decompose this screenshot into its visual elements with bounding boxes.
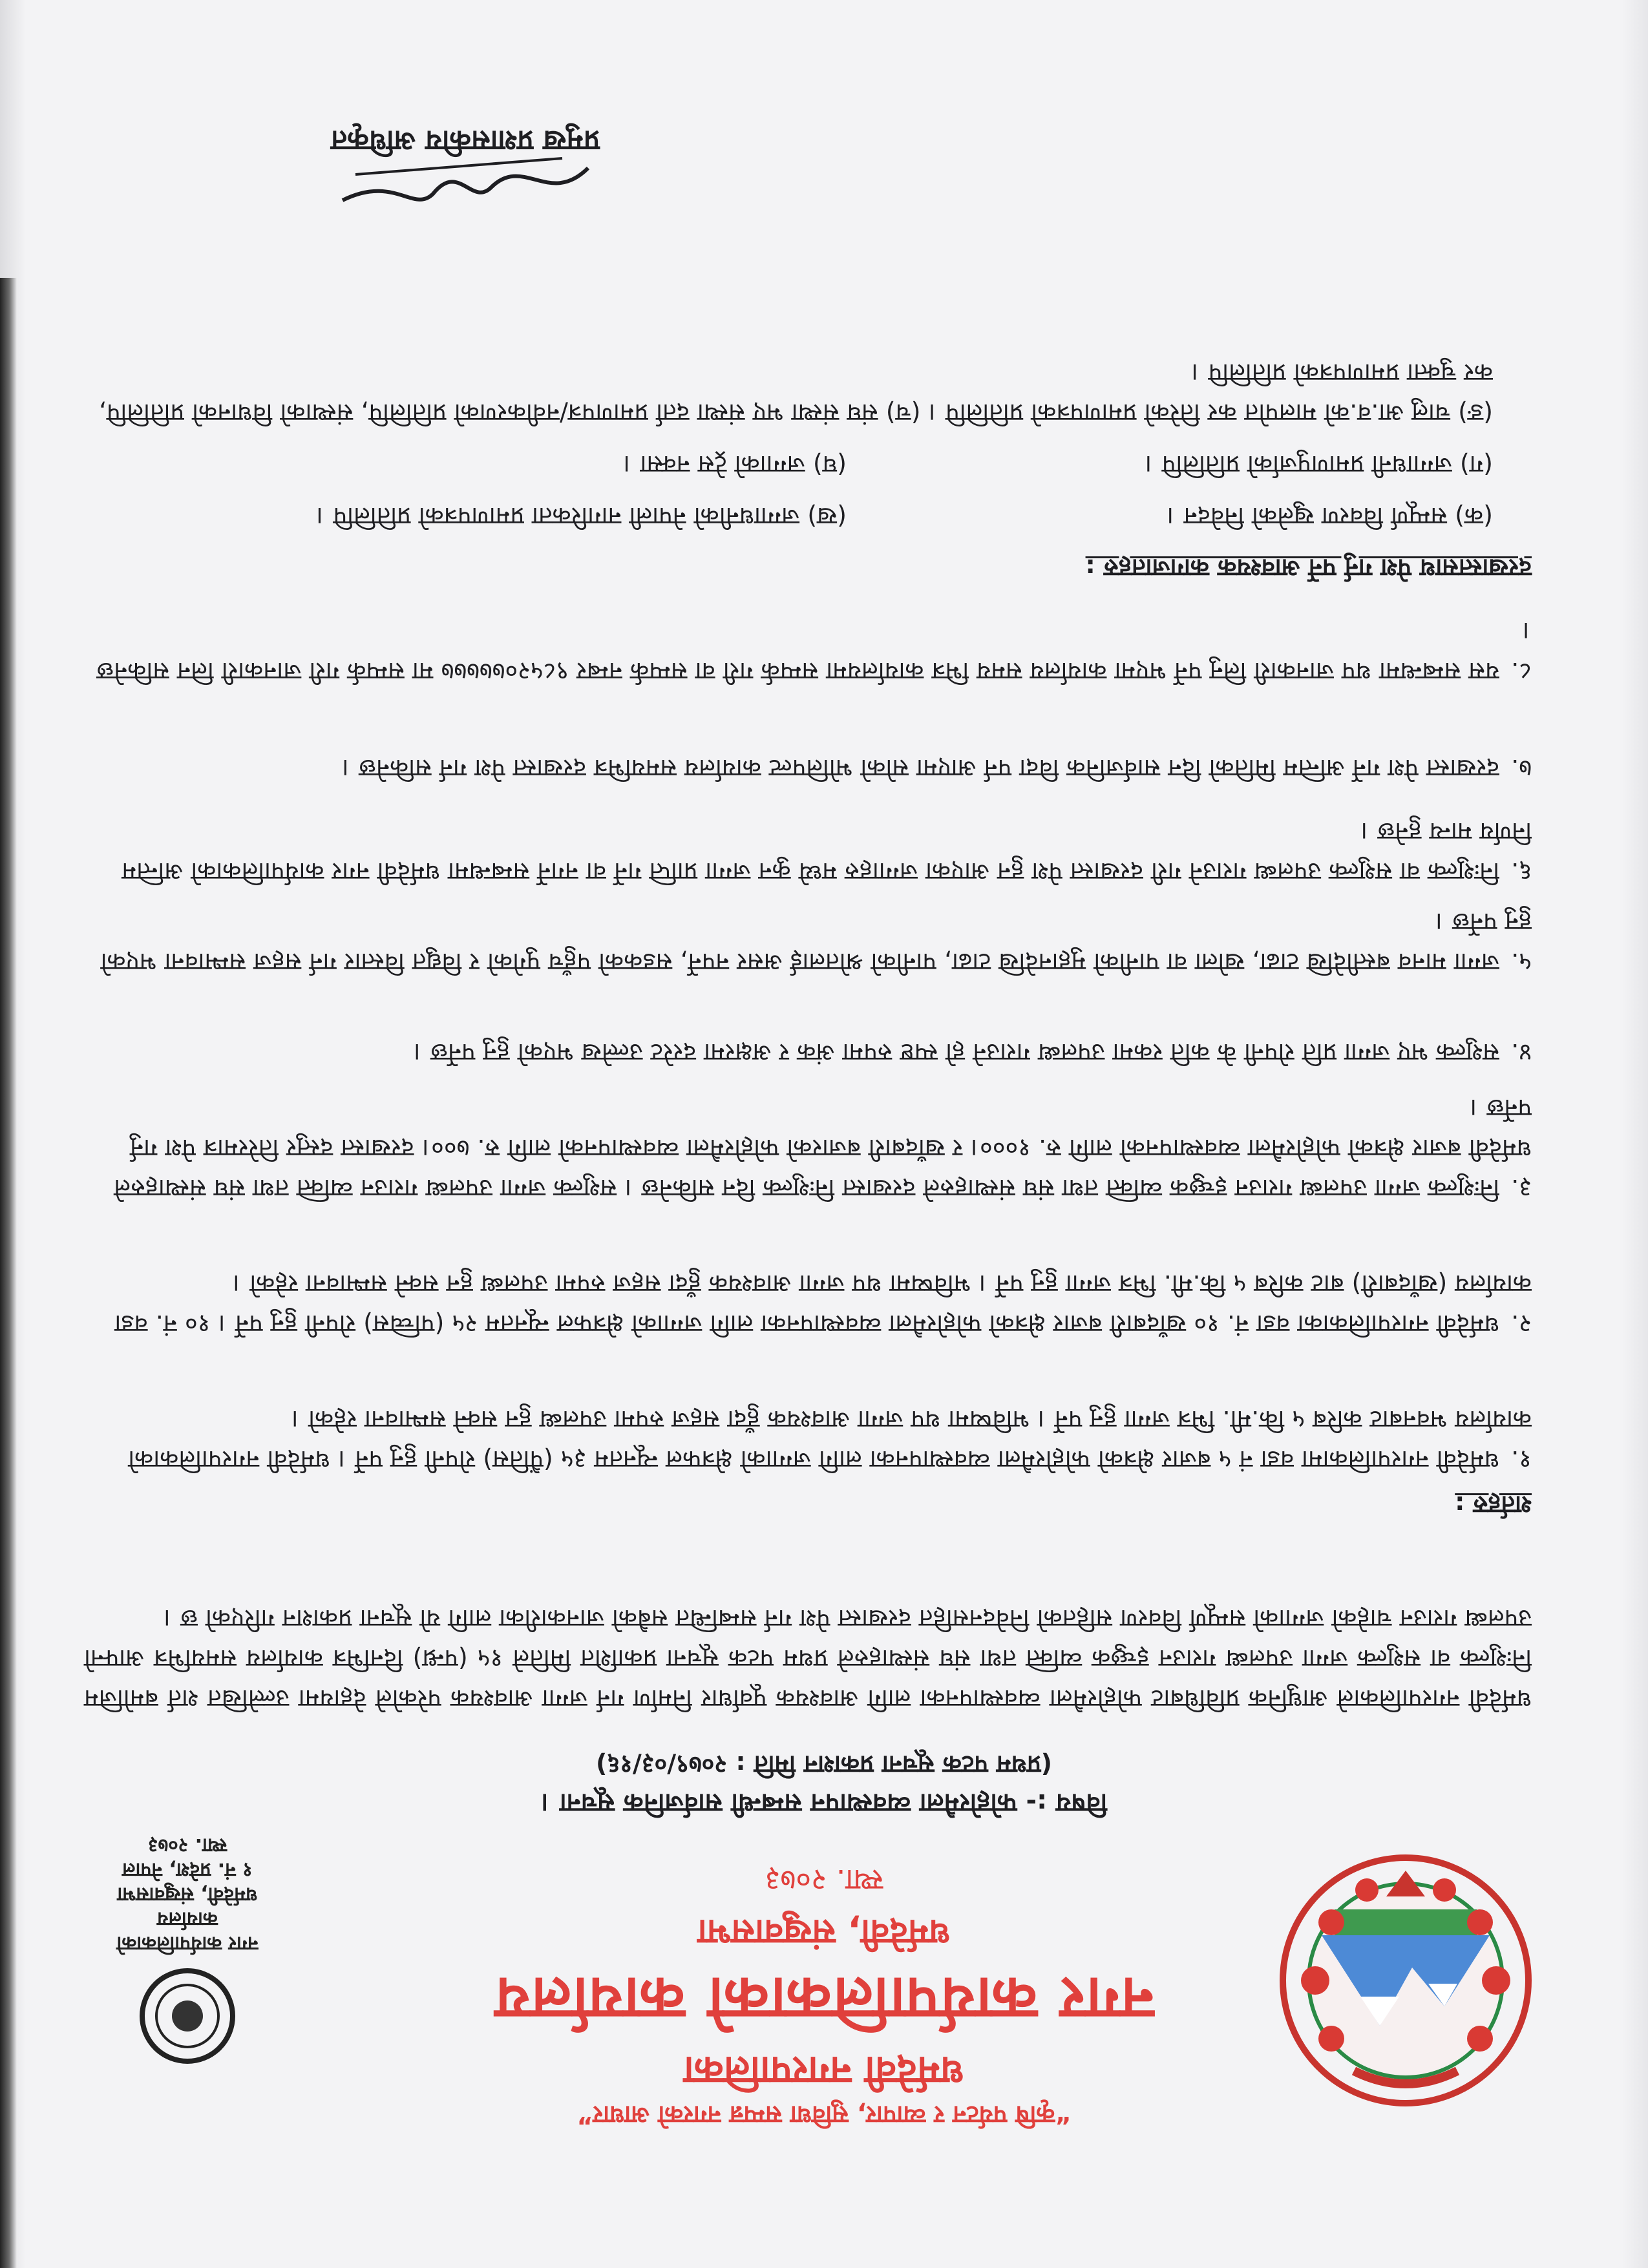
notice-subject: विषय :- फोहोरमैला व्यवस्थापन सम्बन्धी सार्वजनिक सूचना । (541, 1788, 1107, 1818)
condition-number: ३. (1511, 1174, 1532, 1202)
condition-text: यस सम्बन्धमा थप जानकारी लिनु पर्ने भएमा कार्यालय समय भित्र कार्यालयमा सम्पर्क गरी वा सम्पर्क नम्बर ९८५२०७७७७७ मा सम्पर्क गरी जानकारी लिन सकिनेछ । (96, 617, 1532, 686)
condition-7 (84, 748, 1532, 788)
document-item: (ग) जग्गाधनी प्रमाणपुर्जाको प्रतिलिपि । (1145, 450, 1493, 479)
signatory-title: प्रमुख प्रशासकीय अधिकृत (331, 124, 600, 157)
condition-4 (84, 1033, 1532, 1073)
conditions-heading: शर्तहरु : (1455, 1491, 1532, 1519)
office-stamp (84, 1834, 291, 2074)
documents-row-2 (71, 445, 1493, 485)
publication-date: (प्रथम पटक सूचना प्रकाशन मिति : २०७९/०३/१६) (595, 1750, 1053, 1779)
stamp-line-5: स्था. २०७३ (147, 1834, 227, 1856)
condition-1 (84, 1400, 1532, 1480)
established-year: स्था. २०७३ (765, 1863, 883, 1898)
condition-text: निःशुल्क जग्गा उपलब्ध गराउन इच्छुक व्यक्ति तथा संघ संस्थाहरुले दरखास्त निःशुल्क दिन सकिनेछ । सशुल्क जग्गा उपलब्ध गराउन व्यक्ति तथा संघ संस्थाहरुले धर्मदेवी बजार क्षेत्रको फोहोरमैला व्यवस्थापनको लागि रु. १०००। र खाँदबारी बजारको फोहोरमैला व्यवस्थापनको लागि रु. ७००। दरखास्त दस्तुर तिरेरमात्र पेश गर्नु पर्नेछ । (114, 1094, 1532, 1202)
notice-intro: धर्मदेवी नगरपालिकाले आधुनिक प्रविधिबाट फोहोरमैला व्यवस्थापनका लागि आवश्यक पूर्वाधार निर्माण गर्न जग्गा आवश्यक परेकोले देहायमा उल्लेखित शर्त बमोजिम निःशुल्क वा सशुल्क जग्गा उपलब्ध गराउन इच्छुक व्यक्ति तथा संघ संस्थाहरुले प्रथम पटक सूचना प्रकाशित मितिले १५ (पन्ध्र) दिनभित्र कार्यालय समयभित्र आफ्नो उपलब्ध गराउन चाहेको जग्गाको सम्पूर्ण विवरण सहितको निवेदनसहित दरखास्त पेश गर्न सम्बन्धित सबैको जानकारीका लागि यो सूचना प्रकाशन गरिएको छ । (84, 1604, 1532, 1713)
stamp-line-2: कार्यालय (157, 1907, 218, 1930)
condition-text: जग्गा मानव बस्तीदेखि टाढा, खोला वा पानीको मुहानदेखि टाढा, पानीको श्रोतलाई असर नपर्ने, सडकको पहुँच पुगेको र विद्युत विस्तार गर्न सहज सम्भावना भएको हुनु पर्नेछ । (100, 908, 1532, 976)
document-item: (ङ) चालु आ.व.को मालपोत कर तिरेको प्रमाणपत्रको प्रतिलिपि । (च) संघ संस्था भए संस्था दर्ता प्रमाणपत्र/नवीकरणको प्रतिलिपि, संस्थाको विधानको प्रतिलिपि, कर चुक्ता प्रमाणपत्रको प्रतिलिपि । (98, 359, 1493, 427)
document-item: (क) सम्पूर्ण विवरण खुलेको निवेदन । (1167, 502, 1493, 530)
office-name: नगर कार्यपालिकाको कार्यालय (494, 1964, 1154, 2033)
condition-8 (84, 611, 1532, 691)
condition-number: २. (1511, 1310, 1532, 1338)
condition-text: धर्मदेवी नगरपालिकाका वडा नं. १० खाँदबारी बजार क्षेत्रको फोहोरमैला व्यवस्थापनका लागि जग्गाको क्षेत्रफल न्यूनतम २५ (पच्चिस) रोपनी हुनु पर्ने । १० नं. वडा कार्यालय (खाँदबारी) बाट करिब ५ कि.मी. भित्र जग्गा हुनु पर्ने । भविष्यमा थप जग्गा आवश्यक हुँदा सहज रुपमा उपलब्ध हुन सक्ने सम्भावना रहेको । (114, 1270, 1532, 1338)
office-address: धर्मदेवी, संखुवासभा (697, 1912, 951, 1953)
document-item: (ख) जग्गाधनीको नेपाली नागरिकता प्रमाणपत्रको प्रतिलिपि । (316, 502, 847, 530)
condition-text: धर्मदेवी नगरपालिकामा वडा नं ५ बजार क्षेत्रको फोहोरमैला व्यवस्थापनका लागि जग्गाको क्षेत्रफल न्यूनतम ३५ (पैंतिस) रोपनी हुनु पर्ने । धर्मदेवी नगरपालिकाको कार्यालय भवनबाट करिब ५ कि.मी. भित्र जग्गा हुनु पर्ने । भविष्यमा थप जग्गा आवश्यक हुँदा सहज रुपमा उपलब्ध हुन सक्ने सम्भावना रहेको । (128, 1405, 1532, 1474)
stamp-line-1: नगर कार्यपालिकाको (116, 1932, 259, 1955)
stamp-seal-icon (84, 1958, 291, 2074)
condition-number: ४. (1511, 1038, 1532, 1067)
condition-text: सशुल्क भए जग्गा प्रति रोपनी के कति रकमा उपलब्ध गराउने हो स्पष्ट रुपमा अंक र अक्षरमा दररेट उल्लेख भएको हुनु पर्नेछ । (413, 1038, 1499, 1067)
condition-2 (84, 1264, 1532, 1344)
documents-heading: दरखास्तसाथ पेश गर्नु पर्ने आवश्यक कागजातहरु : (1085, 554, 1532, 582)
stamp-line-4: १ नं. प्रदेश, नेपाल (122, 1858, 253, 1881)
document-item: (घ) जग्गाको ट्रेस नक्सा । (623, 450, 847, 479)
condition-3 (84, 1088, 1532, 1208)
condition-number: १. (1511, 1445, 1532, 1474)
documents-row-3 (84, 353, 1493, 433)
condition-number: ७. (1511, 754, 1532, 782)
stamp-line-3: धर्मदेवी, संखुवासभा (117, 1883, 258, 1906)
condition-number: ८. (1511, 657, 1532, 686)
condition-text: दरखास्त पेश गर्ने अन्तिम मितिको दिन सार्वजनिक विदा पर्न आएमा सोको भोलिपल्ट कार्यालय समयभित्र दरखास्त पेश गर्न सकिनेछ । (341, 754, 1499, 782)
condition-text: निःशुल्क वा सशुल्क उपलब्ध गराउने गरी दरखास्त पेश हुन आएका जग्गाहरु मध्ये कुन जग्गा प्राप्ति गर्ने वा नगर्ने सम्बन्धमा धर्मदेवी नगर कार्यपालिकाको अन्तिम निर्णय मान्य हुनेछ । (121, 817, 1532, 886)
documents-row-1 (71, 496, 1493, 536)
condition-6 (84, 812, 1532, 892)
condition-number: ५. (1511, 948, 1532, 976)
condition-5 (84, 902, 1532, 982)
letterhead-motto: “कृषि पर्यटन र व्यापार, सुविधा सम्पन्न नगरको आधार” (576, 2101, 1072, 2129)
municipality-name: धर्मदेवी नगरपालिका (684, 2048, 964, 2093)
condition-number: ६. (1511, 857, 1532, 886)
